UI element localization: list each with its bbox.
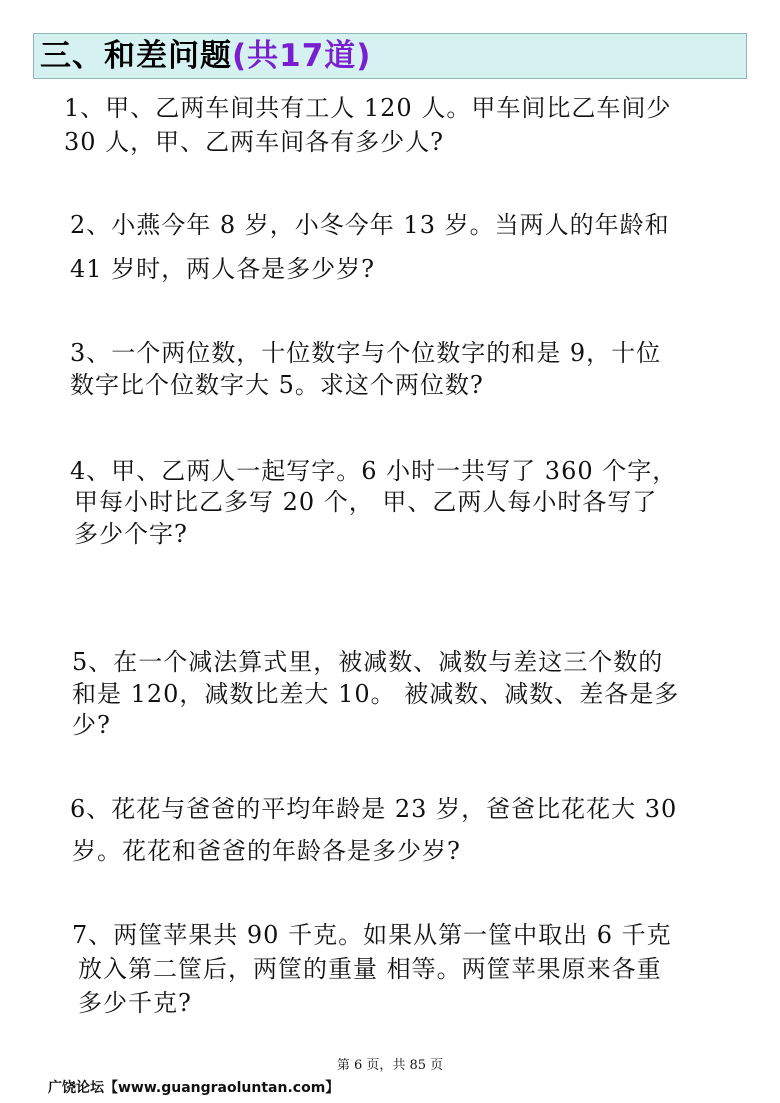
section-header <box>33 33 747 79</box>
page-number: 第 6 页，共 85 页 <box>336 1058 444 1073</box>
question-5-line-2: 和是 120，减数比差大 10。 被减数、减数、差各是多 <box>72 680 680 708</box>
question-7-line-3: 多少千克? <box>78 989 192 1017</box>
question-7-line-1: 7、两筐苹果共 90 千克。如果从第一筐中取出 6 千克 <box>72 921 672 949</box>
question-4-line-2: 甲每小时比乙多写 20 个， 甲、乙两人每小时各写了 <box>74 488 658 516</box>
question-4-line-3: 多少个字? <box>74 520 188 548</box>
question-3-line-2: 数字比个位数字大 5。求这个两位数? <box>70 371 484 399</box>
question-6-line-1: 6、花花与爸爸的平均年龄是 23 岁，爸爸比花花大 30 <box>70 795 678 823</box>
question-3-line-1: 3、一个两位数，十位数字与个位数字的和是 9，十位 <box>70 339 662 367</box>
section-title-count: (共17道) <box>232 38 372 74</box>
question-4-line-1: 4、甲、乙两人一起写字。6 小时一共写了 360 个字， <box>70 457 678 485</box>
footer-site: 广饶论坛【www.guangraoluntan.com】 <box>48 1080 340 1096</box>
question-5-line-1: 5、在一个减法算式里，被减数、减数与差这三个数的 <box>72 648 664 676</box>
question-1-line-1: 1、甲、乙两车间共有工人 120 人。甲车间比乙车间少 <box>64 94 672 122</box>
question-2-line-2: 41 岁时，两人各是多少岁? <box>70 255 376 283</box>
question-7-line-2: 放入第二筐后，两筐的重量 相等。两筐苹果原来各重 <box>78 955 662 983</box>
section-title-main: 三、和差问题 <box>40 38 232 74</box>
section-title <box>40 38 371 74</box>
question-6-line-2: 岁。花花和爸爸的年龄各是多少岁? <box>72 837 461 865</box>
question-1-line-2: 30 人，甲、乙两车间各有多少人? <box>64 128 445 156</box>
question-5-line-3: 少? <box>72 711 111 739</box>
question-2-line-1: 2、小燕今年 8 岁，小冬今年 13 岁。当两人的年龄和 <box>70 211 670 239</box>
